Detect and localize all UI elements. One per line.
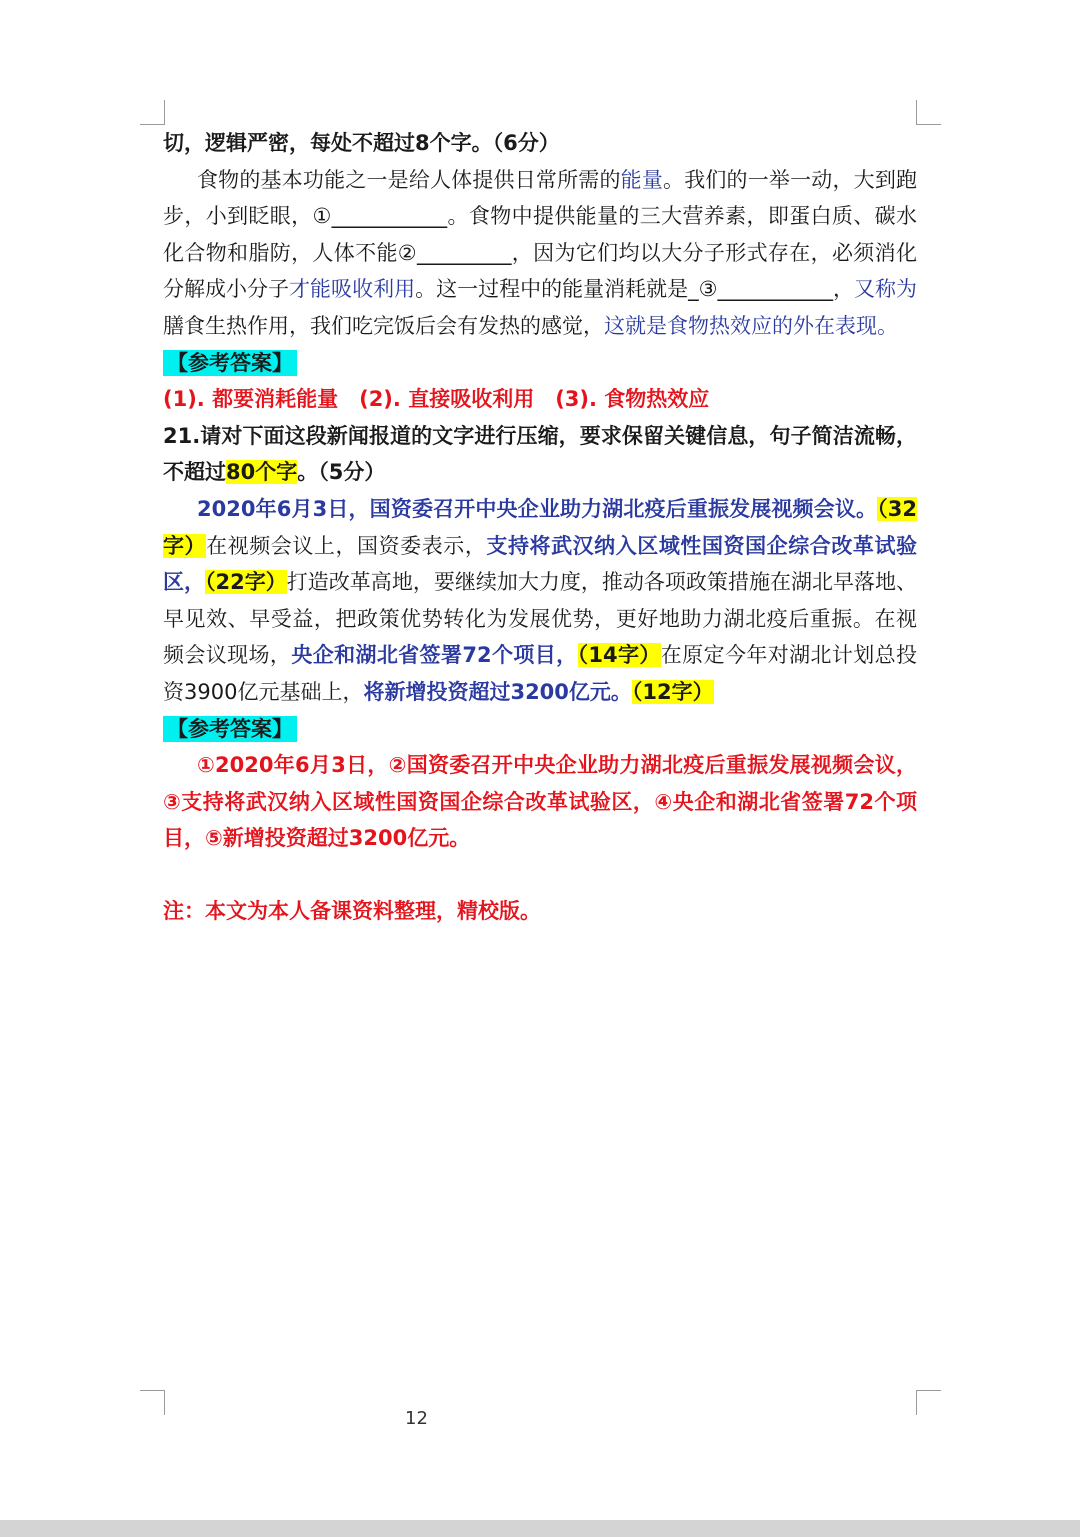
answer-2: ①2020年6月3日，②国资委召开中央企业助力湖北疫后重振发展视频会议，③支持将武汉纳入区域性国资国企综合改革试验区，④央企和湖北省签署72个项目，⑤新增投资超过3200亿元。 bbox=[163, 753, 917, 851]
passage-keyword: 能量 bbox=[620, 167, 664, 192]
news-text: 打造改革高地，要继续加大力度，推动各项政策措施在湖北早落地、早见效、早受益，把政策优势转化为发展优势，更好地助力湖北疫后重振。在视频会议现场， bbox=[163, 570, 917, 668]
news-key-sentence: 将新增投资超过3200亿元。 bbox=[363, 679, 632, 704]
passage-paragraph bbox=[163, 162, 917, 345]
question-21 bbox=[163, 418, 917, 491]
question-text: 21.请对下面这段新闻报道的文字进行压缩，要求保留关键信息，句子简洁流畅，不超过 bbox=[163, 423, 917, 485]
news-text: 在视频会议上，国资委表示， bbox=[206, 533, 487, 558]
crop-mark-top-right bbox=[916, 100, 941, 125]
intro-line: 切，逻辑严密，每处不超过8个字。（6分） bbox=[163, 131, 560, 155]
page-number: 12 bbox=[405, 1408, 428, 1429]
crop-mark-bottom-right bbox=[916, 1390, 941, 1415]
passage-text: 食物的基本功能之一是给人体提供日常所需的 bbox=[197, 167, 621, 192]
answer-tag: 【参考答案】 bbox=[163, 350, 297, 376]
word-limit-highlight: 80个字 bbox=[226, 460, 298, 485]
answer-tag: 【参考答案】 bbox=[163, 716, 297, 742]
char-count-label: （22字） bbox=[205, 570, 287, 595]
blank-line bbox=[163, 857, 917, 893]
answer-1: (1). 都要消耗能量 (2). 直接吸收利用 (3). 食物热效应 bbox=[163, 387, 710, 412]
crop-mark-bottom-left bbox=[140, 1390, 165, 1415]
question-text: 。（5分） bbox=[297, 460, 386, 485]
viewer-bottom-strip bbox=[0, 1520, 1080, 1537]
char-count-label: （32字） bbox=[163, 496, 917, 558]
news-key-sentence: 央企和湖北省签署72个项目， bbox=[291, 643, 578, 668]
passage-keyword: 才能吸收利用 bbox=[289, 277, 416, 302]
news-text: 在原定今年对湖北计划总投资3900亿元基础上， bbox=[163, 643, 918, 704]
passage-text: 膳食生热作用，我们吃完饭后会有发热的感觉， bbox=[163, 313, 604, 338]
news-key-sentence: 支持将武汉纳入区域性国资国企综合改革试验区， bbox=[163, 533, 918, 595]
crop-mark-top-left bbox=[140, 100, 165, 125]
footnote: 注：本文为本人备课资料整理，精校版。 bbox=[163, 898, 541, 923]
news-paragraph bbox=[163, 491, 917, 711]
char-count-label: （12字） bbox=[631, 679, 714, 704]
news-key-sentence: 2020年6月3日，国资委召开中央企业助力湖北疫后重振发展视频会议。 bbox=[197, 496, 878, 521]
char-count-label: （14字） bbox=[577, 643, 661, 668]
answer-heading-1 bbox=[163, 345, 917, 382]
passage-text: 。这一过程中的能量消耗就是_③___________， bbox=[415, 277, 855, 302]
passage-keyword: 这就是食物热效应的外在表现。 bbox=[604, 313, 898, 338]
passage-text: 。我们的一举一动，大到跑步，小到眨眼，①___________。食物中提供能量的三大营养素，即蛋白质、碳水化合物和脂防，人体不能②_________，因为它们均以大分子形式存在，必须消化分解成小分子 bbox=[163, 167, 918, 302]
passage-keyword: 又称为 bbox=[854, 277, 918, 302]
page-content bbox=[163, 125, 917, 929]
answer-heading-2 bbox=[163, 711, 917, 748]
